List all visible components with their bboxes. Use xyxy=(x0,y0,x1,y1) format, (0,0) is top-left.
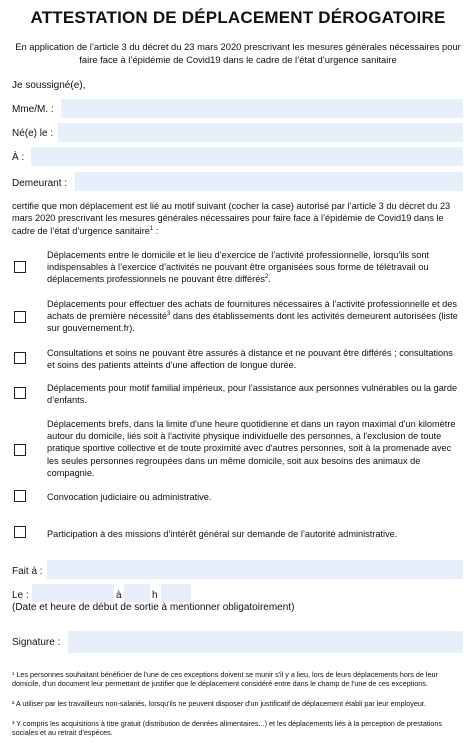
option-shopping: Déplacements pour effectuer des achats de fournitures nécessaires à l’activité professionnelle et des achats de première nécessité$^3$ dans des établissements dont les activités demeurent autorisées (liste sur gouvernement.fr). xyxy=(47,299,458,334)
checkbox-general-interest[interactable] xyxy=(14,526,26,538)
checkbox-shopping[interactable] xyxy=(14,311,26,323)
checkbox-work[interactable] xyxy=(14,261,26,273)
minute-field[interactable] xyxy=(161,584,191,602)
address-label: Demeurant : xyxy=(12,178,68,189)
option-general-interest: Participation à des missions d’intérêt général sur demande de l’autorité administrative. xyxy=(47,529,398,539)
certify-text: certifie que mon déplacement est lié au motif suivant (cocher la case) autorisé par l’article 3 du décret du 23 mars 2020 prescrivant les mesures générales nécessaires pour faire face à l’épidémie de Covid19 dans le cadre de l’état d’urgence sanitaire$^1$ : xyxy=(12,201,451,236)
option-health: Consultations et soins ne pouvant être assurés à distance et ne pouvant être différés ; consultations et soins des patients atteints d'une affection de longue durée. xyxy=(47,348,453,371)
checkbox-judicial[interactable] xyxy=(14,490,26,502)
birth-place-field[interactable] xyxy=(31,147,463,166)
option-exercise: Déplacements brefs, dans la limite d'une heure quotidienne et dans un rayon maximal d'un kilomètre autour du domicile, liés soit à l'activité physique individuelle des personnes, à l'exclusion de toute pratique sportive collective et de toute proximité avec d'autres personnes, soit à la promenade avec les seules personnes regroupées dans un même domicile, soit aux besoins des animaux de compagnie. xyxy=(47,419,456,478)
undersigned-label: Je soussigné(e), xyxy=(12,80,86,91)
checkbox-exercise[interactable] xyxy=(14,444,26,456)
option-work: Déplacements entre le domicile et le lieu d’exercice de l’activité professionnelle, lorsqu’ils sont indispensables à l’exercice d’activités ne pouvant être organisées sous forme de télétravail ou déplacements professionnels ne pouvant être différés$^2$. xyxy=(47,250,429,285)
footnote-1: ¹ Les personnes souhaitant bénéficier de l'une de ces exceptions doivent se munir s'il y a lieu, lors de leurs déplacements hors de leur domicile, d'un document leur permettant de justifier que le déplacement considéré entre dans le champ de l'une de ces exceptions. xyxy=(12,670,438,689)
birth-place-label: À : xyxy=(12,152,25,163)
hour-field[interactable] xyxy=(124,584,150,602)
date-note: (Date et heure de début de sortie à mentionner obligatoirement) xyxy=(12,602,295,613)
option-family: Déplacements pour motif familial impérieux, pour l’assistance aux personnes vulnérables ou la garde d’enfants. xyxy=(47,383,458,406)
name-field[interactable] xyxy=(61,99,463,118)
footnote-2: ² A utiliser par les travailleurs non-salariés, lorsqu'ils ne peuvent disposer d'un justificatif de déplacement établi par leur employeur. xyxy=(12,699,426,708)
intro-text: En application de l’article 3 du décret du 23 mars 2020 prescrivant les mesures générales nécessaires pour faire face à l’épidémie de Covid19 dans le cadre de l’état d’urgence sanitaire xyxy=(15,41,461,65)
h-label: h xyxy=(152,590,158,601)
footnote-3: ³ Y compris les acquisitions à titre gratuit (distribution de denrées alimentaires...) et les déplacements liés à la perception de prestations sociales et au retrait d’espèces. xyxy=(12,719,443,738)
document-title: ATTESTATION DE DÉPLACEMENT DÉROGATOIRE xyxy=(30,8,446,27)
address-field[interactable] xyxy=(75,172,463,191)
option-judicial: Convocation judiciaire ou administrative. xyxy=(47,492,212,502)
signature-field[interactable] xyxy=(68,631,463,653)
birth-date-label: Né(e) le : xyxy=(12,128,54,139)
at-hour-label: à xyxy=(116,590,122,601)
signature-label: Signature : xyxy=(12,637,61,648)
checkbox-health[interactable] xyxy=(14,352,26,364)
birth-date-field[interactable] xyxy=(58,123,463,142)
made-at-label: Fait à : xyxy=(12,566,43,577)
checkbox-family[interactable] xyxy=(14,387,26,399)
date-label: Le : xyxy=(12,590,29,601)
made-at-field[interactable] xyxy=(47,560,463,579)
date-field[interactable] xyxy=(32,584,114,602)
name-label: Mme/M. : xyxy=(12,104,54,115)
